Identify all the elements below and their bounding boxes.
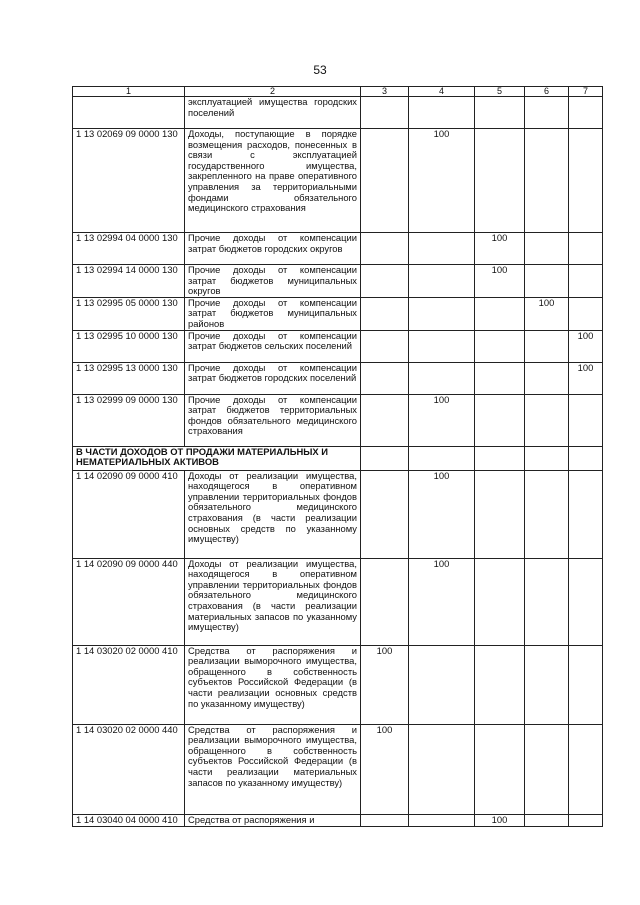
value-cell bbox=[361, 814, 409, 826]
empty-cell bbox=[409, 446, 475, 470]
empty-cell bbox=[361, 446, 409, 470]
revenue-description: Прочие доходы от компенсации затрат бюджетов городских поселений bbox=[185, 362, 361, 394]
budget-code: 1 14 02090 09 0000 410 bbox=[73, 470, 185, 558]
budget-code bbox=[73, 97, 185, 129]
value-cell bbox=[525, 558, 569, 645]
table-row bbox=[73, 724, 603, 814]
empty-cell bbox=[525, 446, 569, 470]
table-row bbox=[73, 129, 603, 233]
revenue-description: Прочие доходы от компенсации затрат бюджетов городских округов bbox=[185, 233, 361, 265]
value-cell bbox=[569, 724, 603, 814]
value-cell bbox=[409, 814, 475, 826]
value-cell bbox=[569, 645, 603, 724]
budget-code: 1 14 02090 09 0000 440 bbox=[73, 558, 185, 645]
revenue-description: Прочие доходы от компенсации затрат бюджетов сельских поселений bbox=[185, 330, 361, 362]
value-cell bbox=[475, 129, 525, 233]
table-row bbox=[73, 97, 603, 129]
budget-code: 1 13 02995 13 0000 130 bbox=[73, 362, 185, 394]
value-cell bbox=[525, 814, 569, 826]
value-cell bbox=[361, 129, 409, 233]
value-cell bbox=[361, 558, 409, 645]
table-row bbox=[73, 470, 603, 558]
value-cell bbox=[525, 394, 569, 446]
value-cell bbox=[361, 97, 409, 129]
value-cell bbox=[475, 394, 525, 446]
revenue-description: Средства от распоряжения и bbox=[185, 814, 361, 826]
value-cell bbox=[569, 129, 603, 233]
value-cell bbox=[569, 470, 603, 558]
value-cell bbox=[409, 645, 475, 724]
budget-code: 1 13 02995 05 0000 130 bbox=[73, 297, 185, 330]
value-cell bbox=[475, 330, 525, 362]
value-cell bbox=[475, 362, 525, 394]
column-header: 1 bbox=[73, 87, 185, 97]
section-header-row bbox=[73, 446, 603, 470]
value-cell bbox=[525, 233, 569, 265]
column-header: 7 bbox=[569, 87, 603, 97]
value-cell bbox=[361, 470, 409, 558]
revenue-description: Доходы от реализации имущества, находящегося в оперативном управлении территориальных фондов обязательного медицинского страхования (в части реализации материальных запасов по указанному имуществу) bbox=[185, 558, 361, 645]
revenue-description: Средства от распоряжения и реализации выморочного имущества, обращенного в собственность субъектов Российской Федерации (в части реализации материальных запасов по указанному имуществу) bbox=[185, 724, 361, 814]
column-header: 4 bbox=[409, 87, 475, 97]
table-row bbox=[73, 233, 603, 265]
value-cell: 100 bbox=[361, 724, 409, 814]
column-header: 6 bbox=[525, 87, 569, 97]
budget-code: 1 14 03020 02 0000 410 bbox=[73, 645, 185, 724]
column-header: 5 bbox=[475, 87, 525, 97]
value-cell bbox=[475, 470, 525, 558]
value-cell bbox=[525, 362, 569, 394]
budget-code: 1 14 03020 02 0000 440 bbox=[73, 724, 185, 814]
value-cell: 100 bbox=[475, 233, 525, 265]
value-cell bbox=[361, 233, 409, 265]
value-cell: 100 bbox=[409, 129, 475, 233]
budget-code: 1 14 03040 04 0000 410 bbox=[73, 814, 185, 826]
revenue-description: Средства от распоряжения и реализации выморочного имущества, обращенного в собственность субъектов Российской Федерации (в части реализации основных средств по указанному имуществу) bbox=[185, 645, 361, 724]
table-header-row bbox=[73, 87, 603, 97]
value-cell: 100 bbox=[409, 470, 475, 558]
table-row bbox=[73, 330, 603, 362]
value-cell bbox=[525, 645, 569, 724]
table-row bbox=[73, 814, 603, 826]
value-cell bbox=[409, 97, 475, 129]
value-cell bbox=[409, 330, 475, 362]
revenue-table bbox=[72, 86, 603, 827]
table-row bbox=[73, 297, 603, 330]
table-row bbox=[73, 394, 603, 446]
table-row bbox=[73, 558, 603, 645]
value-cell bbox=[569, 97, 603, 129]
value-cell bbox=[569, 558, 603, 645]
table-row bbox=[73, 265, 603, 298]
table-row bbox=[73, 645, 603, 724]
value-cell bbox=[475, 724, 525, 814]
value-cell: 100 bbox=[525, 297, 569, 330]
value-cell bbox=[525, 265, 569, 298]
value-cell bbox=[409, 362, 475, 394]
section-title: В ЧАСТИ ДОХОДОВ ОТ ПРОДАЖИ МАТЕРИАЛЬНЫХ И НЕМАТЕРИАЛЬНЫХ АКТИВОВ bbox=[73, 446, 361, 470]
empty-cell bbox=[569, 446, 603, 470]
revenue-description: Прочие доходы от компенсации затрат бюджетов территориальных фондов обязательного медицинского страхования bbox=[185, 394, 361, 446]
value-cell: 100 bbox=[409, 394, 475, 446]
value-cell bbox=[475, 97, 525, 129]
value-cell bbox=[525, 129, 569, 233]
value-cell bbox=[569, 814, 603, 826]
value-cell bbox=[525, 724, 569, 814]
budget-code: 1 13 02999 09 0000 130 bbox=[73, 394, 185, 446]
value-cell bbox=[361, 362, 409, 394]
value-cell bbox=[361, 394, 409, 446]
value-cell bbox=[525, 97, 569, 129]
value-cell bbox=[569, 265, 603, 298]
budget-code: 1 13 02995 10 0000 130 bbox=[73, 330, 185, 362]
value-cell bbox=[361, 330, 409, 362]
value-cell bbox=[475, 297, 525, 330]
empty-cell bbox=[475, 446, 525, 470]
page-number: 53 bbox=[313, 63, 327, 77]
value-cell bbox=[525, 470, 569, 558]
value-cell: 100 bbox=[569, 330, 603, 362]
value-cell: 100 bbox=[475, 814, 525, 826]
value-cell: 100 bbox=[569, 362, 603, 394]
column-header: 2 bbox=[185, 87, 361, 97]
value-cell bbox=[569, 233, 603, 265]
value-cell bbox=[409, 265, 475, 298]
value-cell bbox=[361, 297, 409, 330]
value-cell: 100 bbox=[475, 265, 525, 298]
value-cell bbox=[525, 330, 569, 362]
column-header: 3 bbox=[361, 87, 409, 97]
revenue-description: Прочие доходы от компенсации затрат бюджетов муниципальных округов bbox=[185, 265, 361, 298]
value-cell bbox=[475, 558, 525, 645]
value-cell bbox=[475, 645, 525, 724]
value-cell bbox=[409, 297, 475, 330]
value-cell bbox=[361, 265, 409, 298]
budget-code: 1 13 02069 09 0000 130 bbox=[73, 129, 185, 233]
revenue-description: Доходы, поступающие в порядке возмещения расходов, понесенных в связи с эксплуатацией государственного имущества, закрепленного на праве оперативного управления за территориальными фондами обязательного медицинского страхования bbox=[185, 129, 361, 233]
value-cell bbox=[569, 297, 603, 330]
value-cell: 100 bbox=[409, 558, 475, 645]
value-cell bbox=[569, 394, 603, 446]
revenue-description: Прочие доходы от компенсации затрат бюджетов муниципальных районов bbox=[185, 297, 361, 330]
budget-code: 1 13 02994 14 0000 130 bbox=[73, 265, 185, 298]
budget-code: 1 13 02994 04 0000 130 bbox=[73, 233, 185, 265]
revenue-description: Доходы от реализации имущества, находящегося в оперативном управлении территориальных фондов обязательного медицинского страхования (в части реализации основных средств по указанному имуществу) bbox=[185, 470, 361, 558]
table-row bbox=[73, 362, 603, 394]
revenue-description: эксплуатацией имущества городских поселений bbox=[185, 97, 361, 129]
value-cell bbox=[409, 233, 475, 265]
value-cell bbox=[409, 724, 475, 814]
value-cell: 100 bbox=[361, 645, 409, 724]
